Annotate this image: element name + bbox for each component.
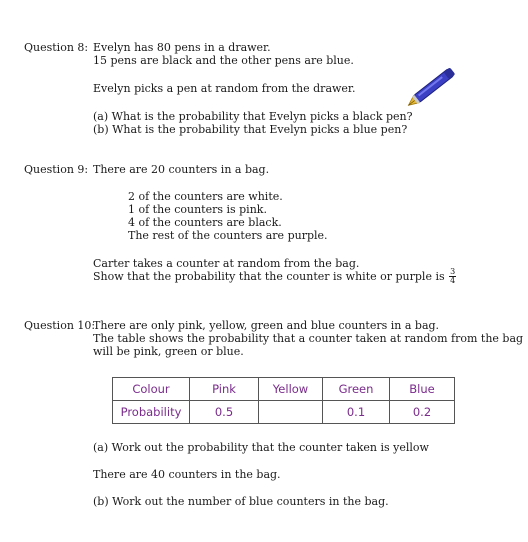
q8-line-1: Evelyn has 80 pens in a drawer. [93, 41, 271, 54]
fraction [449, 268, 456, 285]
q8-line-2: 15 pens are black and the other pens are blue. [93, 54, 354, 67]
table-cell: 0.5 [190, 401, 259, 424]
q9-intro: There are 20 counters in a bag. [93, 163, 270, 176]
fraction-numerator: 3 [450, 267, 456, 276]
question-10-label: Question 10: [24, 319, 96, 332]
q9-item-black: 4 of the counters are black. [128, 216, 282, 229]
q9-line-show [93, 268, 456, 285]
table-cell: 0.1 [323, 401, 390, 424]
table-header-cell: Pink [190, 378, 259, 401]
table-row [113, 401, 455, 424]
table-cell-empty [259, 401, 323, 424]
table-cell: 0.2 [390, 401, 455, 424]
question-8-label: Question 8: [24, 41, 89, 54]
table-header-row [113, 378, 455, 401]
q9-line-carter: Carter takes a counter at random from the bag. [93, 257, 360, 270]
question-9-label: Question 9: [24, 163, 89, 176]
q9-item-white: 2 of the counters are white. [128, 190, 283, 203]
q10-line-1: There are only pink, yellow, green and blue counters in a bag. [93, 319, 440, 332]
probability-table [112, 377, 455, 424]
table-header-cell: Green [323, 378, 390, 401]
q9-item-purple: The rest of the counters are purple. [128, 229, 328, 242]
q8-part-b: (b) What is the probability that Evelyn picks a blue pen? [93, 123, 408, 136]
q10-line-2: The table shows the probability that a counter taken at random from the bag [93, 332, 524, 345]
table-header-cell: Blue [390, 378, 455, 401]
table-header-cell: Colour [113, 378, 190, 401]
q9-show-text: Show that the probability that the counter is white or purple is [93, 270, 445, 283]
q10-line-3: will be pink, green or blue. [93, 345, 244, 358]
pen-icon [402, 60, 466, 112]
q9-item-pink: 1 of the counters is pink. [128, 203, 267, 216]
q10-part-b: (b) Work out the number of blue counters in the bag. [93, 495, 389, 508]
q8-part-a: (a) What is the probability that Evelyn picks a black pen? [93, 110, 413, 123]
fraction-denominator: 4 [450, 276, 456, 285]
table-header-cell: Yellow [259, 378, 323, 401]
q8-line-3: Evelyn picks a pen at random from the drawer. [93, 82, 356, 95]
q10-part-a: (a) Work out the probability that the counter taken is yellow [93, 441, 429, 454]
table-cell: Probability [113, 401, 190, 424]
q10-line-40: There are 40 counters in the bag. [93, 468, 281, 481]
